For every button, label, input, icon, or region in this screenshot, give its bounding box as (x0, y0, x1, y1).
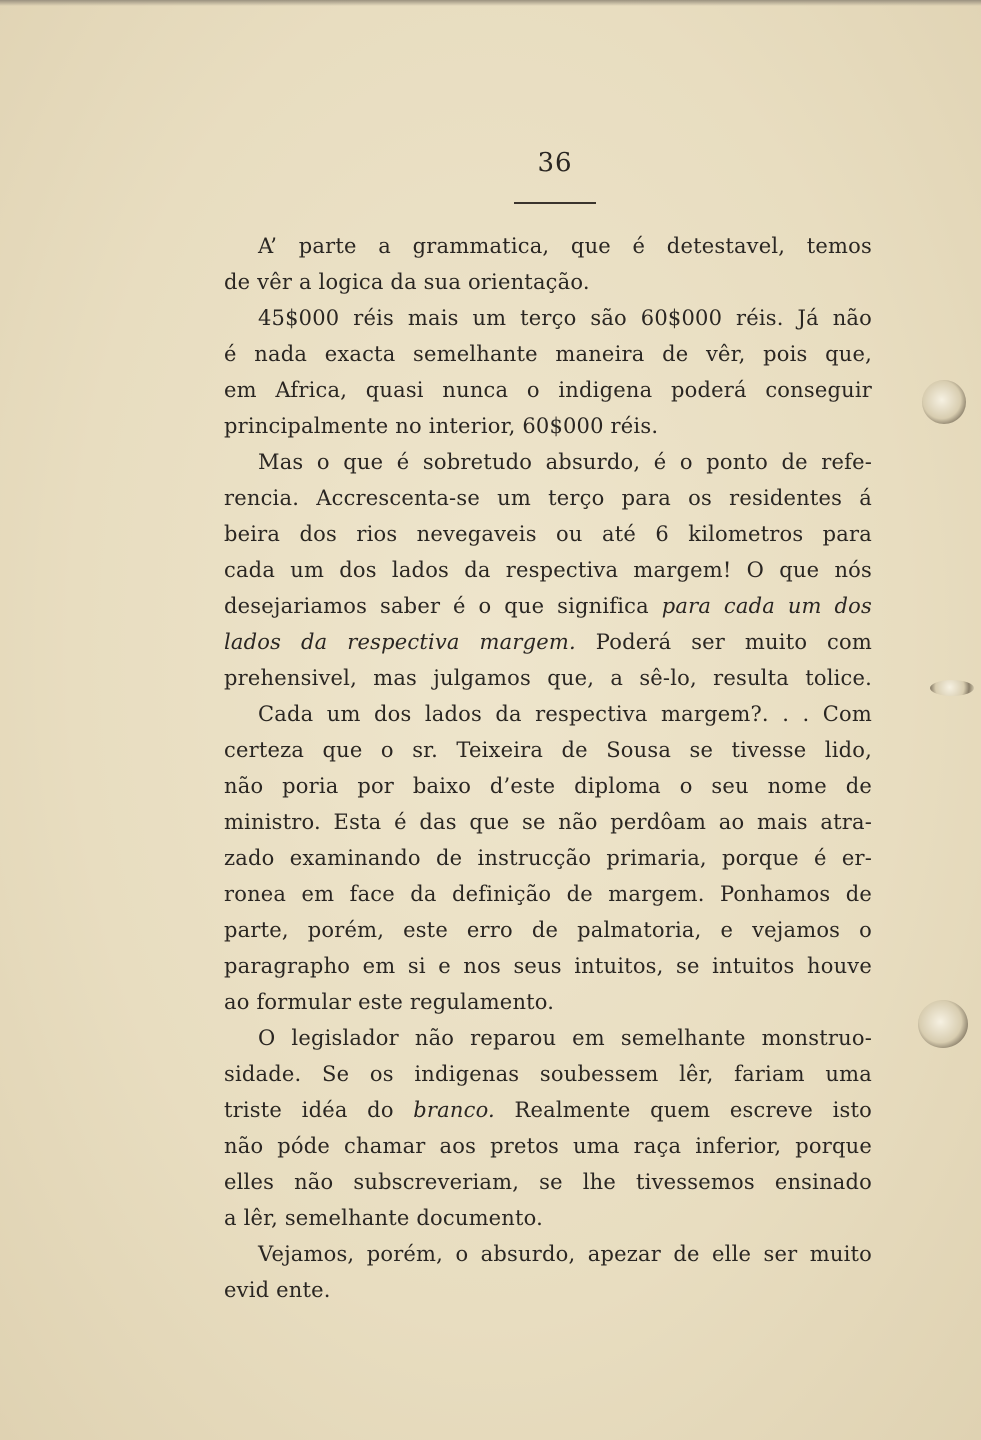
text-segment: triste idéa do (224, 1098, 414, 1122)
text-segment: beira dos rios nevegaveis ou até 6 kilometros para (224, 522, 872, 546)
text-line (224, 1200, 872, 1236)
text-segment: Realmente quem escreve isto (494, 1098, 872, 1122)
text-segment: não póde chamar aos pretos uma raça inferior, porque (224, 1134, 872, 1158)
text-line (224, 1128, 872, 1164)
binding-hole-top (922, 380, 966, 424)
text-line (224, 912, 872, 948)
text-line (224, 552, 872, 588)
text-line (224, 1236, 872, 1272)
text-line (224, 1020, 872, 1056)
body-text (224, 228, 872, 1308)
text-segment: O legislador não reparou em semelhante monstruo- (258, 1026, 872, 1050)
text-segment: é nada exacta semelhante maneira de vêr, pois que, (224, 342, 872, 366)
text-line (224, 228, 872, 264)
header-rule (514, 202, 596, 204)
text-line (224, 1272, 872, 1308)
text-segment: Vejamos, porém, o absurdo, apezar de elle ser muito (258, 1242, 872, 1266)
text-line (224, 732, 872, 768)
text-line (224, 1056, 872, 1092)
text-segment: principalmente no interior, 60$000 réis. (224, 414, 659, 438)
text-line (224, 480, 872, 516)
italic-segment: branco. (413, 1098, 495, 1122)
text-segment: Poderá ser muito com (575, 630, 872, 654)
text-segment: 45$000 réis mais um terço são 60$000 réis. Já não (258, 306, 872, 330)
text-segment: elles não subscreveriam, se lhe tivessemos ensinado (224, 1170, 872, 1194)
page-number: 36 (537, 148, 573, 178)
text-line (224, 408, 872, 444)
text-segment: certeza que o sr. Teixeira de Sousa se tivesse lido, (224, 738, 872, 762)
text-segment: ronea em face da definição de margem. Ponhamos de (224, 882, 872, 906)
italic-segment: para cada um dos (661, 594, 872, 618)
text-line (224, 696, 872, 732)
text-segment: não poria por baixo d’este diploma o seu nome de (224, 774, 872, 798)
text-line (224, 264, 872, 300)
text-line (224, 300, 872, 336)
text-line (224, 1164, 872, 1200)
text-segment: parte, porém, este erro de palmatoria, e vejamos o (224, 918, 872, 942)
page-top-edge (0, 0, 981, 6)
text-segment: A’ parte a grammatica, que é detestavel, temos (258, 234, 872, 258)
text-line (224, 804, 872, 840)
text-line (224, 372, 872, 408)
text-segment: prehensivel, mas julgamos que, a sê-lo, resulta tolice. (224, 666, 872, 690)
text-segment: paragrapho em si e nos seus intuitos, se intuitos houve (224, 954, 872, 978)
text-line (224, 948, 872, 984)
text-line (224, 876, 872, 912)
binding-hole-bottom (918, 1000, 968, 1048)
text-segment: evid ente. (224, 1278, 331, 1302)
italic-segment: lados da respectiva margem. (224, 630, 576, 654)
text-segment: desejariamos saber é o que significa (224, 594, 662, 618)
text-segment: rencia. Accrescenta-se um terço para os residentes á (224, 486, 872, 510)
text-segment: zado examinando de instrucção primaria, porque é er- (224, 846, 872, 870)
text-segment: ministro. Esta é das que se não perdôam ao mais atra- (224, 810, 872, 834)
binding-hole-middle (930, 680, 974, 696)
text-segment: de vêr a logica da sua orientação. (224, 270, 590, 294)
text-segment: cada um dos lados da respectiva margem! O que nós (224, 558, 872, 582)
text-segment: Mas o que é sobretudo absurdo, é o ponto de refe- (258, 450, 872, 474)
text-line (224, 444, 872, 480)
text-segment: a lêr, semelhante documento. (224, 1206, 544, 1230)
text-segment: sidade. Se os indigenas soubessem lêr, fariam uma (224, 1062, 872, 1086)
text-line (224, 840, 872, 876)
text-line (224, 516, 872, 552)
text-line (224, 660, 872, 696)
text-line (224, 588, 872, 624)
text-segment: em Africa, quasi nunca o indigena poderá conseguir (224, 378, 872, 402)
text-line (224, 624, 872, 660)
text-segment: Cada um dos lados da respectiva margem?. . . Com (258, 702, 872, 726)
text-line (224, 336, 872, 372)
text-segment: ao formular este regulamento. (224, 990, 555, 1014)
text-line (224, 1092, 872, 1128)
text-line (224, 984, 872, 1020)
text-line (224, 768, 872, 804)
